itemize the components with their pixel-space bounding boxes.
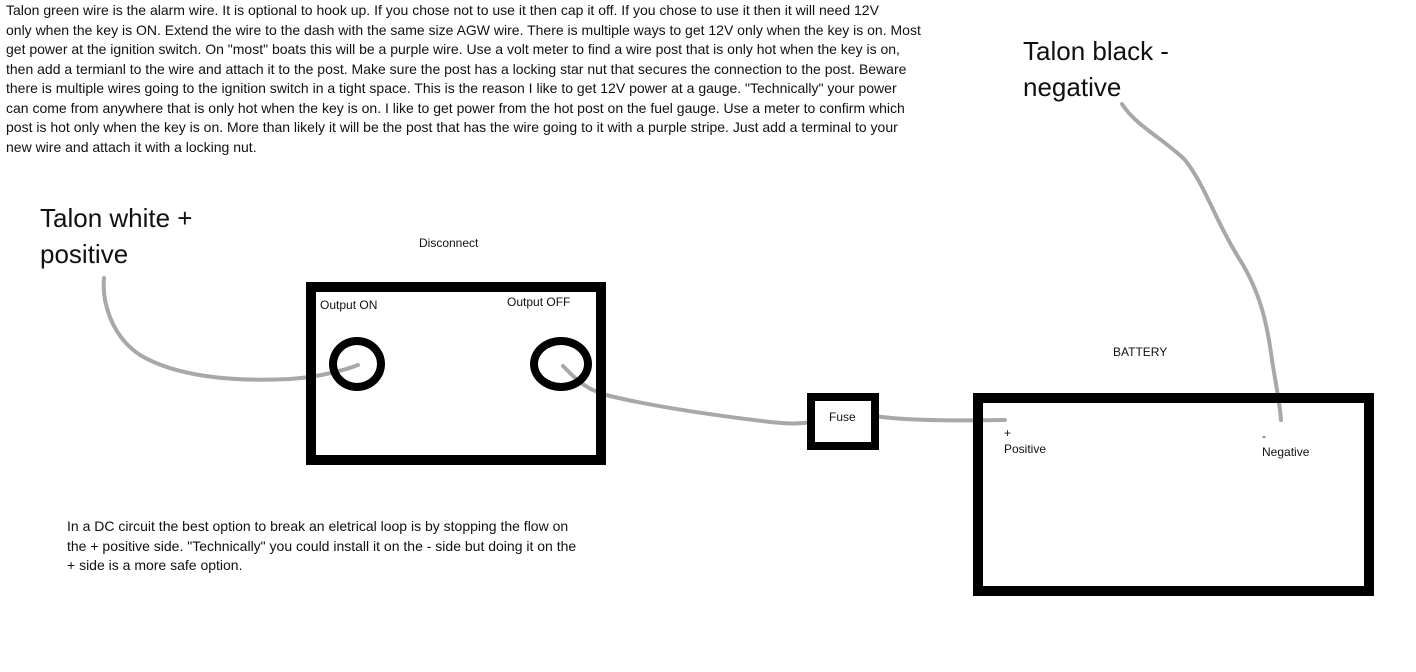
output-on-terminal [329,337,385,391]
talon-white-label: Talon white + positive [40,203,193,269]
black-negative-wire [1122,104,1281,420]
output-off-label: Output OFF [507,295,571,309]
battery-box [973,393,1374,596]
battery-title: BATTERY [1113,345,1168,359]
alarm-wire-note: Talon green wire is the alarm wire. It is optional to hook up. If you chose not to use it then cap it off. If you chose to use it then it will need 12V only when the key is ON. Extend the wire to the dash with the same size AGW wire. There is multiple ways to get 12V only when the key is on. Most get power at the ignition switch. On "most" boats this will be a purple wire. Use a volt meter to find a wire post that is only hot when the key is on, then add a termianl to the wire and attach it to the post. Make sure the post has a locking star nut that secures the connection to the post. Beware there is multiple wires going to the ignition switch in a tight space. This is the reason I like to get 12V power at a gauge. "Technically" your power can come from anywhere that is only hot when the key is on. I like to get power from the hot post on the fuel gauge. Use a meter to confirm which post is hot only when the key is on. More than likely it will be the post that has the wire going to it with a purple stripe. Just add a terminal to your new wire and attach it with a locking nut. [6,2,921,155]
output-on-label: Output ON [320,298,378,312]
talon-black-label: Talon black - negative [1023,36,1169,102]
battery-negative-label: - Negative [1262,429,1310,459]
battery-positive-label: + Positive [1004,426,1047,456]
output-off-terminal [530,337,592,391]
disconnect-title: Disconnect [419,236,479,250]
fuse-label: Fuse [829,410,856,424]
dc-circuit-note: In a DC circuit the best option to break an eletrical loop is by stopping the flow on the + positive side. "Technically" you could install it on the - side but doing it on the + side is a more safe option. [67,518,577,573]
